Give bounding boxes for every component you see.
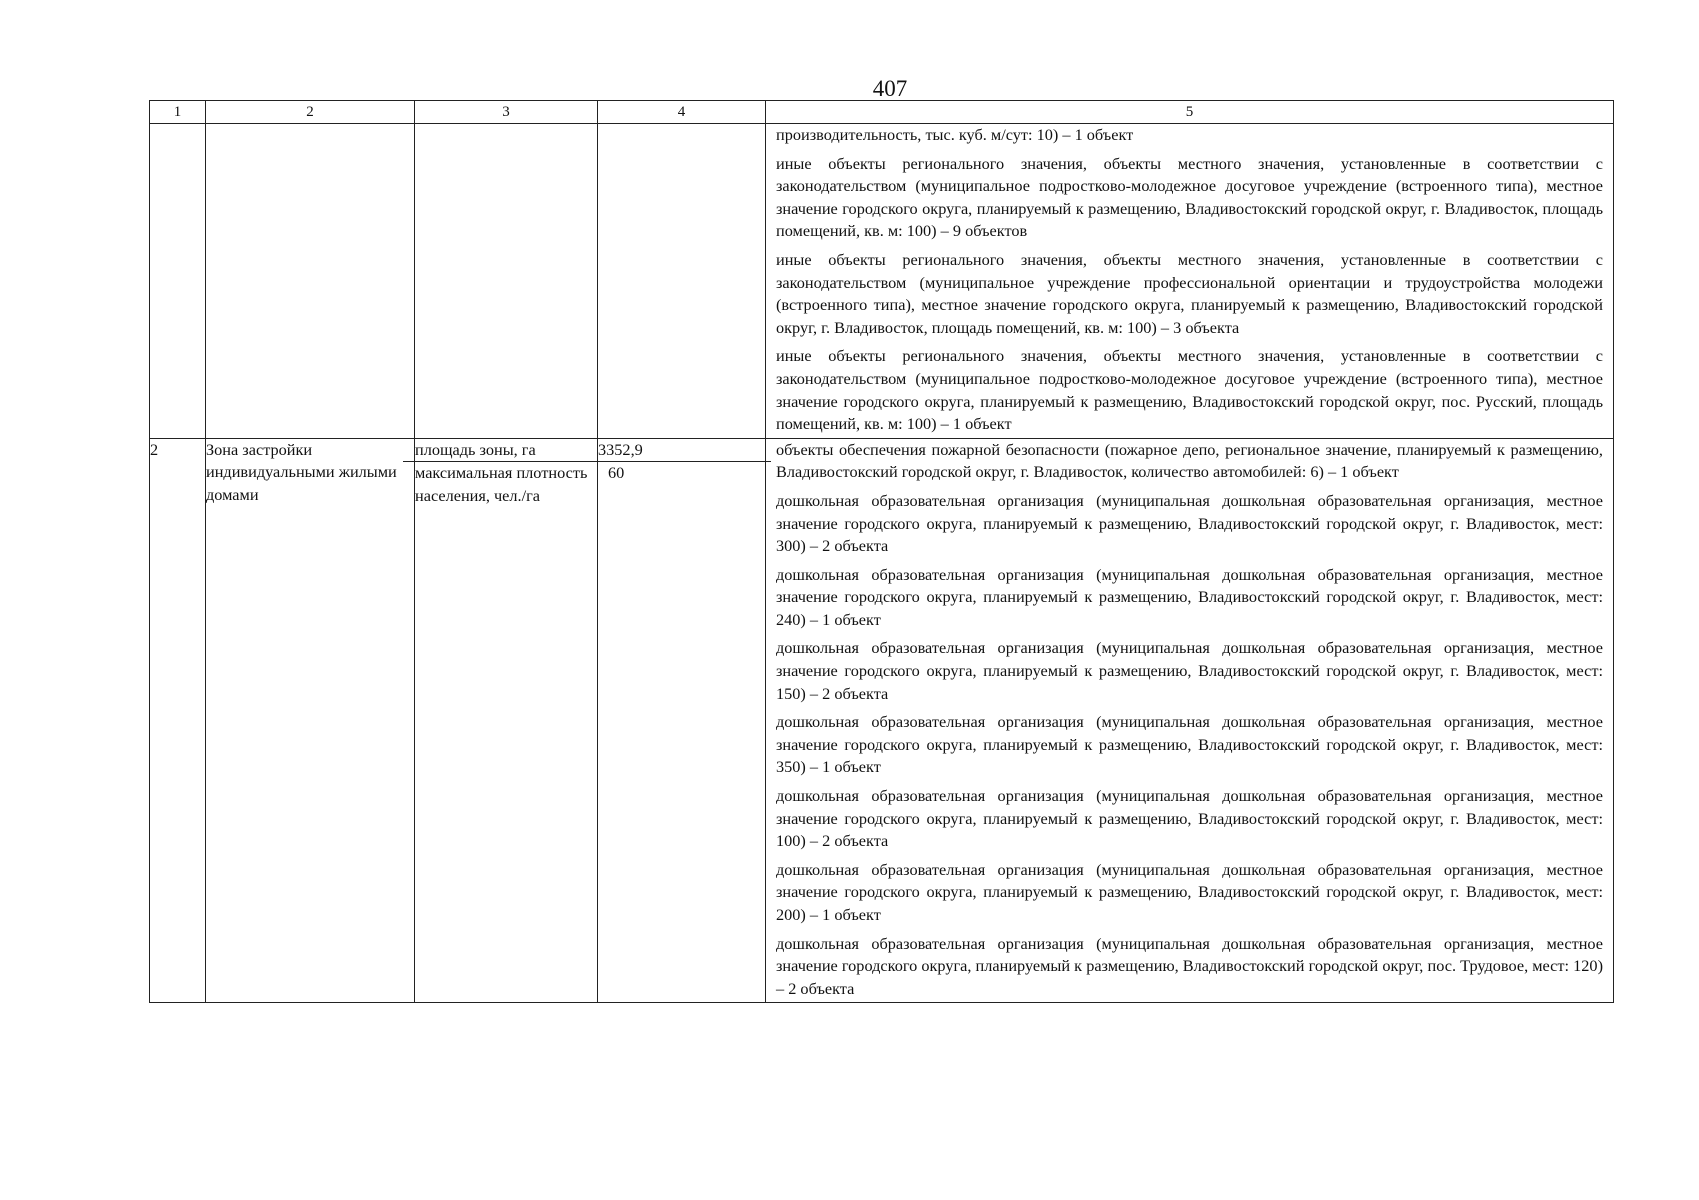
table-row xyxy=(150,124,1614,439)
object-entry: иные объекты регионального значения, объекты местного значения, установленные в соответствии с законодательством (муниципальное подростково-молодежное досуговое учреждение (встроенного типа), местное значение городского округа, планируемый к размещению, Владивостокский городской округ, г. Владивосток, площадь помещений, кв. м: 100) – 9 объектов xyxy=(776,153,1603,241)
zones-table xyxy=(149,100,1614,1003)
row2-num-cell: 2 xyxy=(150,438,206,1003)
header-col-4: 4 xyxy=(598,101,766,124)
object-entry: дошкольная образовательная организация (муниципальная дошкольная образовательная организация, местное значение городского округа, планируемый к размещению, Владивостокский городской округ, пос. Трудовое, мест: 120) – 2 объекта xyxy=(776,933,1603,998)
param-zone-area: площадь зоны, га xyxy=(403,439,603,463)
object-entry: дошкольная образовательная организация (муниципальная дошкольная образовательная организация, местное значение городского округа, планируемый к размещению, Владивостокский городской округ, г. Владивосток, мест: 100) – 2 объекта xyxy=(776,786,1603,851)
object-entry: дошкольная образовательная организация (муниципальная дошкольная образовательная организация, местное значение городского округа, планируемый к размещению, Владивостокский городской округ, г. Владивосток, мест: 240) – 1 объект xyxy=(776,564,1603,629)
header-col-1: 1 xyxy=(150,101,206,124)
object-entry: дошкольная образовательная организация (муниципальная дошкольная образовательная организация, местное значение городского округа, планируемый к размещению, Владивостокский городской округ, г. Владивосток, мест: 150) – 2 объекта xyxy=(776,638,1603,703)
header-col-5: 5 xyxy=(766,101,1614,124)
row1-num-cell xyxy=(150,124,206,439)
row1-param-cell xyxy=(415,124,598,439)
page-number: 407 xyxy=(872,76,908,101)
param-max-density: максимальная плотность населения, чел./га xyxy=(415,463,588,505)
object-entry: дошкольная образовательная организация (муниципальная дошкольная образовательная организация, местное значение городского округа, планируемый к размещению, Владивостокский городской округ, г. Владивосток, мест: 350) – 1 объект xyxy=(776,712,1603,777)
object-entry: иные объекты регионального значения, объекты местного значения, установленные в соответствии с законодательством (муниципальное учреждение профессиональной ориентации и трудоустройства молодежи (встроенного типа), местное значение городского округа, планируемый к размещению, Владивостокский городской округ, г. Владивосток, площадь помещений, кв. м: 100) – 3 объекта xyxy=(776,249,1603,337)
row2-zone-cell: Зона застройки индивидуальными жилыми домами xyxy=(206,438,415,1003)
object-entry: объекты обеспечения пожарной безопасности (пожарное депо, региональное значение, планируемый к размещению, Владивостокский городской округ, г. Владивосток, количество автомобилей: 6) – 1 объект xyxy=(776,439,1603,482)
row1-value-cell xyxy=(598,124,766,439)
object-entry: дошкольная образовательная организация (муниципальная дошкольная образовательная организация, местное значение городского округа, планируемый к размещению, Владивостокский городской округ, г. Владивосток, мест: 200) – 1 объект xyxy=(776,859,1603,924)
header-col-3: 3 xyxy=(415,101,598,124)
table-header-row xyxy=(150,101,1614,124)
row2-objects-cell xyxy=(766,438,1614,1003)
row1-zone-cell xyxy=(206,124,415,439)
value-zone-area: 3352,9 xyxy=(588,439,771,463)
object-entry: производительность, тыс. куб. м/сут: 10) – 1 объект xyxy=(776,125,1134,144)
row1-objects-cell xyxy=(766,124,1614,439)
row2-param-cell xyxy=(415,438,598,1003)
object-entry: дошкольная образовательная организация (муниципальная дошкольная образовательная организация, местное значение городского округа, планируемый к размещению, Владивостокский городской округ, г. Владивосток, мест: 300) – 2 объекта xyxy=(776,490,1603,556)
object-entry: иные объекты регионального значения, объекты местного значения, установленные в соответствии с законодательством (муниципальное подростково-молодежное досуговое учреждение (встроенного типа), местное значение городского округа, планируемый к размещению, Владивостокский городской округ, пос. Русский, площадь помещений, кв. м: 100) – 1 объект xyxy=(776,346,1603,434)
header-col-2: 2 xyxy=(206,101,415,124)
value-max-density: 60 xyxy=(608,463,625,483)
table-row xyxy=(150,438,1614,1003)
row2-value-cell xyxy=(598,438,766,1003)
